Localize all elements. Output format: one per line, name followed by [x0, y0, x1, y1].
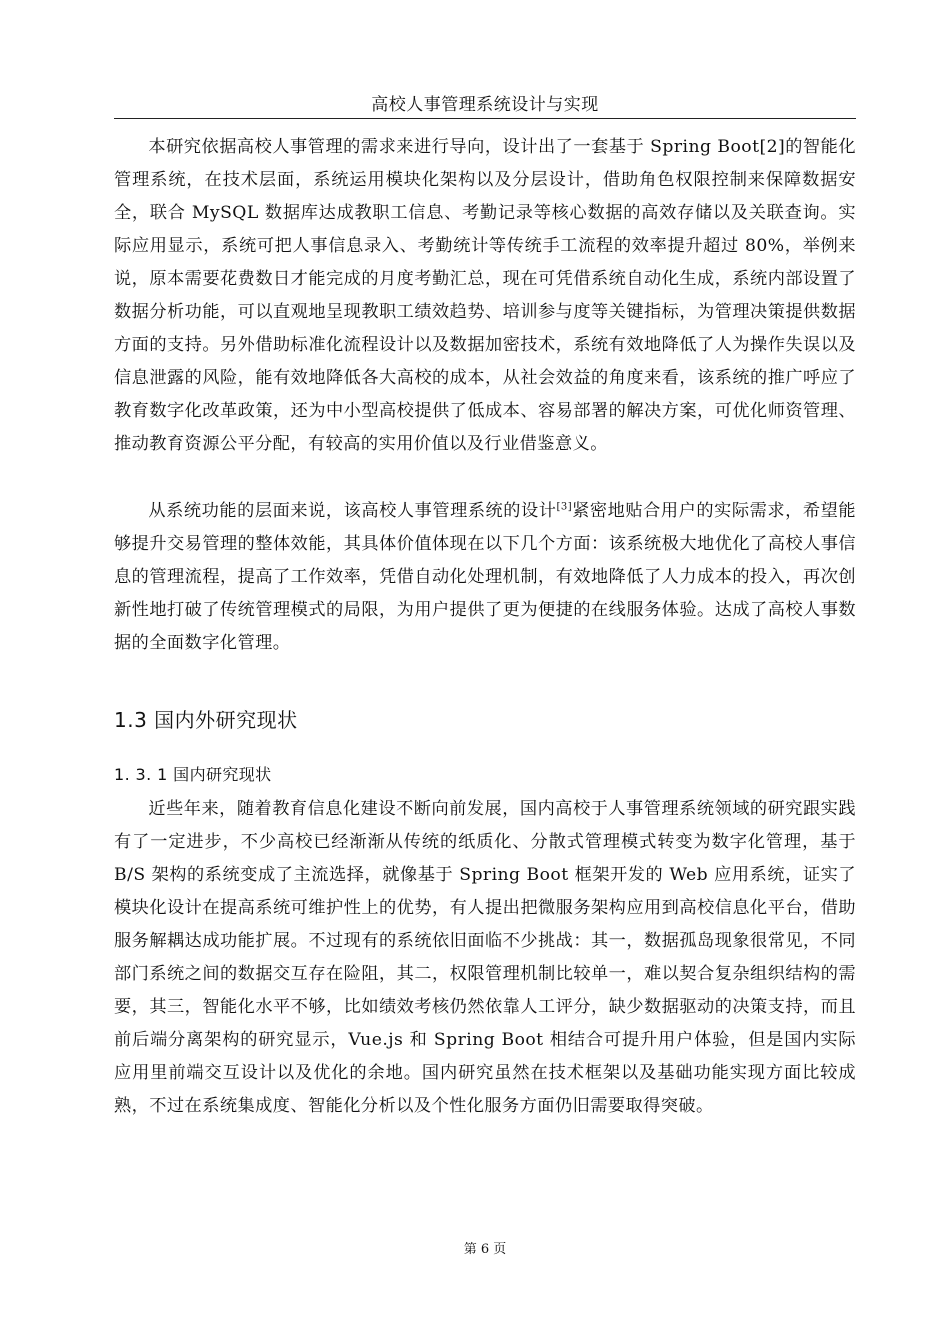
section-heading-1-3: 1.3 国内外研究现状: [114, 708, 298, 732]
paragraph-domestic-research: 近些年来，随着教育信息化建设不断向前发展，国内高校于人事管理系统领域的研究跟实践有了一定进步，不少高校已经渐渐从传统的纸质化、分散式管理模式转变为数字化管理，基于 B/S 架构的系统变成了主流选择，就像基于 Spring Boot 框架开发的 Web 应用系统，证实了模块化设计在提高系统可维护性上的优势，有人提出把微服务架构应用到高校信息化平台，借助服务解耦达成功能扩展。不过现有的系统依旧面临不少挑战：其一，数据孤岛现象很常见，不同部门系统之间的数据交互存在险阻，其二，权限管理机制比较单一，难以契合复杂组织结构的需要，其三，智能化水平不够，比如绩效考核仍然依靠人工评分，缺少数据驱动的决策支持，而且前后端分离架构的研究显示，Vue.js 和 Spring Boot 相结合可提升用户体验，但是国内实际应用里前端交互设计以及优化的余地。国内研究虽然在技术框架以及基础功能实现方面比较成熟，不过在系统集成度、智能化分析以及个性化服务方面仍旧需要取得突破。: [114, 799, 856, 1116]
paragraph-system-value: [114, 495, 856, 660]
paragraph-text: 紧密地贴合用户的实际需求，希望能够提升交易管理的整体效能，其具体价值体现在以下几个方面：该系统极大地优化了高校人事信息的管理流程，提高了工作效率，凭借自动化处理机制，有效地降低了人力成本的投入，再次创新性地打破了传统管理模式的局限，为用户提供了更为便捷的在线服务体验。达成了高校人事数据的全面数字化管理。: [114, 501, 856, 653]
paragraph-research-significance: 本研究依据高校人事管理的需求来进行导向，设计出了一套基于 Spring Boot[2]的智能化管理系统，在技术层面，系统运用模块化架构以及分层设计，借助角色权限控制来保障数据安全，联合 MySQL 数据库达成教职工信息、考勤记录等核心数据的高效存储以及关联查询。实际应用显示，系统可把人事信息录入、考勤统计等传统手工流程的效率提升超过 80%，举例来说，原本需要花费数日才能完成的月度考勤汇总，现在可凭借系统自动化生成，系统内部设置了数据分析功能，可以直观地呈现教职工绩效趋势、培训参与度等关键指标，为管理决策提供数据方面的支持。另外借助标准化流程设计以及数据加密技术，系统有效地降低了人为操作失误以及信息泄露的风险，能有效地降低各大高校的成本，从社会效益的角度来看，该系统的推广呼应了教育数字化改革政策，还为中小型高校提供了低成本、容易部署的解决方案，可优化师资管理、推动教育资源公平分配，有较高的实用价值以及行业借鉴意义。: [114, 137, 856, 454]
citation-ref: [3]: [556, 501, 573, 513]
paragraph-text: 从系统功能的层面来说，该高校人事管理系统的设计: [148, 501, 557, 521]
running-header: 高校人事管理系统设计与实现: [371, 95, 599, 115]
header-divider: [114, 118, 856, 119]
page-number: 第 6 页: [463, 1242, 507, 1257]
subsection-heading-1-3-1: 1. 3. 1 国内研究现状: [114, 765, 272, 784]
